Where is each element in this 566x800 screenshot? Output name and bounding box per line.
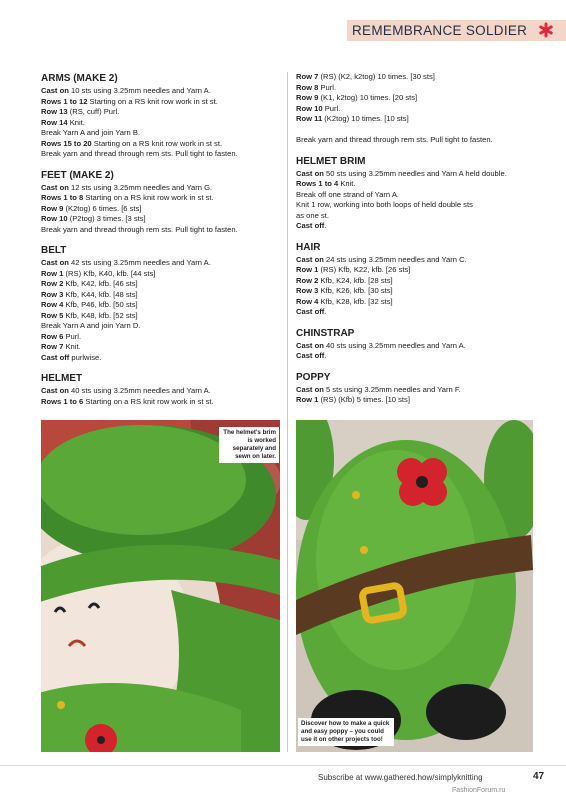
instruction-line — [41, 258, 281, 269]
instruction-text: Starting on a RS knit row work in st st. — [83, 396, 214, 406]
instruction-line — [41, 269, 281, 280]
instruction-keyword: Row 7 — [41, 342, 64, 351]
section-heading: HAIR — [296, 241, 321, 253]
instruction-line — [296, 93, 536, 104]
instruction-text: Break Yarn A and join Yarn D. — [41, 321, 141, 330]
instruction-line — [296, 286, 536, 297]
instruction-text: Kfb, K42, kfb. [46 sts] — [63, 279, 138, 288]
instruction-line — [41, 279, 281, 290]
instruction-text: (RS) Kfb, K22, kfb. [26 sts] — [318, 265, 411, 274]
instruction-line — [41, 204, 281, 215]
instruction-line — [41, 397, 281, 408]
instruction-line — [296, 190, 536, 201]
instruction-line — [296, 276, 536, 287]
instruction-text: Purl. — [318, 82, 337, 92]
instruction-line — [296, 125, 536, 136]
instruction-line — [296, 200, 536, 211]
instruction-line — [41, 107, 281, 118]
instruction-keyword: Cast off — [296, 307, 325, 316]
instruction-keyword: Row 5 — [41, 310, 64, 320]
instruction-text: (RS, cuff) Purl. — [67, 107, 120, 116]
instruction-text: Kfb, K26, kfb. [30 sts] — [318, 286, 393, 295]
instruction-line — [41, 225, 281, 236]
instruction-keyword: Cast on — [41, 386, 69, 395]
instruction-line — [41, 86, 281, 97]
instruction-text: 12 sts using 3.25mm needles and Yarn G. — [68, 182, 213, 192]
instruction-line — [296, 83, 536, 94]
instruction-line — [296, 179, 536, 190]
instruction-text: 40 sts using 3.25mm needles and Yarn A. — [323, 340, 466, 350]
instruction-line — [41, 128, 281, 139]
instruction-keyword: Row 10 — [296, 103, 323, 113]
instruction-line — [41, 353, 281, 364]
instruction-text: Purl. — [63, 331, 82, 341]
photo-soldier-poppy — [296, 420, 533, 752]
pattern-section — [296, 327, 536, 362]
instruction-text: (P2tog) 3 times. [3 sts] — [67, 214, 146, 223]
instruction-text: Starting on a RS knit row work in st st. — [83, 193, 214, 202]
instruction-line — [41, 214, 281, 225]
section-heading: ARMS (MAKE 2) — [41, 73, 118, 84]
instruction-line — [296, 114, 536, 125]
instruction-line — [41, 139, 281, 150]
instruction-text: . — [324, 221, 327, 230]
section-heading: POPPY — [296, 371, 331, 383]
instruction-text: as one st. — [296, 210, 329, 220]
instruction-line — [41, 118, 281, 129]
instruction-line — [296, 255, 536, 266]
instruction-keyword: Row 10 — [41, 214, 68, 223]
subscribe-link[interactable]: Subscribe at www.gathered.how/simplyknitting — [318, 773, 483, 782]
instruction-text: Kfb, P46, kfb. [50 sts] — [63, 300, 138, 309]
footer-rule — [0, 765, 566, 766]
instruction-text: Purl. — [322, 103, 341, 113]
instruction-keyword: Rows 1 to 6 — [41, 396, 84, 406]
instruction-text: 42 sts using 3.25mm needles and Yarn A. — [68, 258, 211, 267]
section-heading: BELT — [41, 245, 67, 256]
instruction-keyword: Cast off — [41, 352, 70, 362]
instruction-keyword: Row 8 — [296, 82, 319, 92]
instruction-text: Break yarn and thread through rem sts. Pull tight to fasten. — [41, 149, 238, 158]
instruction-text: Kfb, K48, kfb. [52 sts] — [63, 310, 138, 320]
pattern-section — [41, 169, 281, 236]
instruction-line — [41, 332, 281, 343]
instruction-keyword: Cast on — [296, 384, 324, 394]
instruction-keyword: Row 9 — [296, 93, 319, 102]
pattern-section — [41, 372, 281, 407]
instruction-text: Break Yarn A and join Yarn B. — [41, 128, 141, 137]
right-column — [296, 72, 536, 415]
instruction-text: purlwise. — [69, 352, 102, 362]
page-number: 47 — [533, 771, 545, 782]
section-heading: CHINSTRAP — [296, 327, 355, 339]
instruction-line — [296, 395, 536, 406]
instruction-line — [296, 211, 536, 222]
instruction-line — [41, 290, 281, 301]
instruction-text: Starting on a RS knit row work in st st. — [87, 96, 218, 106]
instruction-keyword: Rows 15 to 20 — [41, 138, 92, 148]
instruction-text: 24 sts using 3.25mm needles and Yarn C. — [323, 254, 467, 264]
instruction-line — [296, 297, 536, 308]
instruction-line — [296, 169, 536, 180]
instruction-keyword: Row 2 — [41, 279, 64, 288]
instruction-text: Kfb, K28, kfb. [32 sts] — [318, 296, 393, 306]
section-heading: FEET (MAKE 2) — [41, 169, 114, 181]
instruction-line — [296, 385, 536, 396]
instruction-keyword: Row 11 — [296, 114, 323, 123]
instruction-line — [41, 300, 281, 311]
pattern-section — [296, 241, 536, 318]
instruction-keyword: Cast on — [41, 258, 69, 267]
pattern-section — [296, 371, 536, 406]
instruction-line — [41, 342, 281, 353]
instruction-line — [41, 183, 281, 194]
instruction-keyword: Rows 1 to 4 — [296, 179, 339, 188]
instruction-keyword: Row 3 — [41, 289, 64, 299]
instruction-keyword: Rows 1 to 12 — [41, 96, 88, 106]
instruction-keyword: Cast on — [296, 168, 324, 178]
instruction-keyword: Row 4 — [41, 300, 64, 309]
instruction-text: 50 sts using 3.25mm needles and Yarn A held double. — [323, 168, 507, 178]
instruction-line — [296, 265, 536, 276]
instruction-text: 5 sts using 3.25mm needles and Yarn F. — [323, 384, 461, 394]
watermark: FashionForum.ru — [452, 787, 506, 794]
instruction-line — [41, 321, 281, 332]
instruction-text: (RS) (K2, k2tog) 10 times. [30 sts] — [318, 72, 435, 81]
photo-soldier-face — [41, 420, 280, 752]
instruction-keyword: Cast on — [296, 254, 324, 264]
left-column — [41, 72, 281, 416]
instruction-keyword: Row 4 — [296, 296, 319, 306]
instruction-keyword: Cast off — [296, 221, 325, 230]
instruction-text: . — [324, 307, 327, 316]
instruction-text: . — [324, 351, 327, 360]
asterisk-icon — [538, 22, 554, 38]
instruction-text: (K1, k2tog) 10 times. [20 sts] — [318, 93, 418, 102]
instruction-line — [296, 135, 536, 146]
instruction-keyword: Cast on — [41, 86, 69, 95]
instruction-text: (RS) (Kfb) 5 times. [10 sts] — [318, 395, 410, 404]
section-heading: HELMET — [41, 373, 83, 384]
instruction-text: Knit 1 row, working into both loops of held double sts — [296, 200, 473, 209]
pattern-section — [296, 155, 536, 232]
instruction-line — [296, 104, 536, 115]
instruction-line — [296, 351, 536, 362]
instruction-line — [41, 149, 281, 160]
instruction-text: (K2tog) 6 times. [6 sts] — [63, 203, 142, 213]
instruction-keyword: Cast on — [41, 182, 69, 192]
instruction-keyword: Row 13 — [41, 107, 68, 116]
section-heading: HELMET BRIM — [296, 155, 366, 167]
instruction-text: 40 sts using 3.25mm needles and Yarn A. — [68, 386, 211, 395]
instruction-text: (RS) Kfb, K40, kfb. [44 sts] — [63, 268, 156, 278]
instruction-keyword: Cast off — [296, 351, 325, 360]
page-title: REMEMBRANCE SOLDIER — [352, 23, 528, 38]
instruction-text: Break yarn and thread through rem sts. Pull tight to fasten. — [296, 135, 493, 144]
instruction-keyword: Row 1 — [41, 268, 64, 278]
instruction-keyword: Row 1 — [296, 395, 319, 404]
instruction-text: Knit. — [63, 342, 81, 351]
instruction-text: Knit. — [67, 117, 85, 127]
pattern-section — [41, 72, 281, 160]
instruction-text: Starting on a RS knit row work in st st. — [91, 138, 223, 148]
instruction-line — [296, 72, 536, 83]
instruction-keyword: Row 14 — [41, 117, 68, 127]
instruction-text: Break off one strand of Yarn A. — [296, 189, 400, 199]
pattern-section — [296, 72, 536, 146]
instruction-keyword: Cast on — [296, 340, 324, 350]
instruction-keyword: Row 9 — [41, 203, 64, 213]
instruction-keyword: Row 3 — [296, 286, 319, 295]
instruction-line — [296, 221, 536, 232]
instruction-line — [296, 307, 536, 318]
photo-caption-right: Discover how to make a quick and easy poppy – you could use it on other projects too! — [298, 718, 394, 746]
instruction-text: Kfb, K44, kfb. [48 sts] — [63, 289, 138, 299]
instruction-line — [41, 193, 281, 204]
instruction-keyword: Row 7 — [296, 72, 319, 81]
instruction-keyword: Row 6 — [41, 331, 64, 341]
instruction-line — [41, 311, 281, 322]
instruction-text: Break yarn and thread through rem sts. Pull tight to fasten. — [41, 224, 238, 234]
instruction-line — [41, 386, 281, 397]
instruction-keyword: Row 1 — [296, 265, 319, 274]
instruction-line — [296, 341, 536, 352]
instruction-keyword: Row 2 — [296, 275, 319, 285]
instruction-text: Kfb, K24, kfb. [28 sts] — [318, 275, 393, 285]
pattern-section — [41, 244, 281, 363]
instruction-line — [41, 97, 281, 108]
instruction-text: (K2tog) 10 times. [10 sts] — [322, 114, 409, 123]
instruction-text: Knit. — [338, 179, 356, 188]
column-divider — [287, 72, 288, 752]
instruction-text: 10 sts using 3.25mm needles and Yarn A. — [68, 86, 211, 95]
instruction-keyword: Rows 1 to 8 — [41, 193, 84, 202]
photo-caption-left: The helmet's brim is worked separately and sewn on later. — [219, 427, 279, 463]
